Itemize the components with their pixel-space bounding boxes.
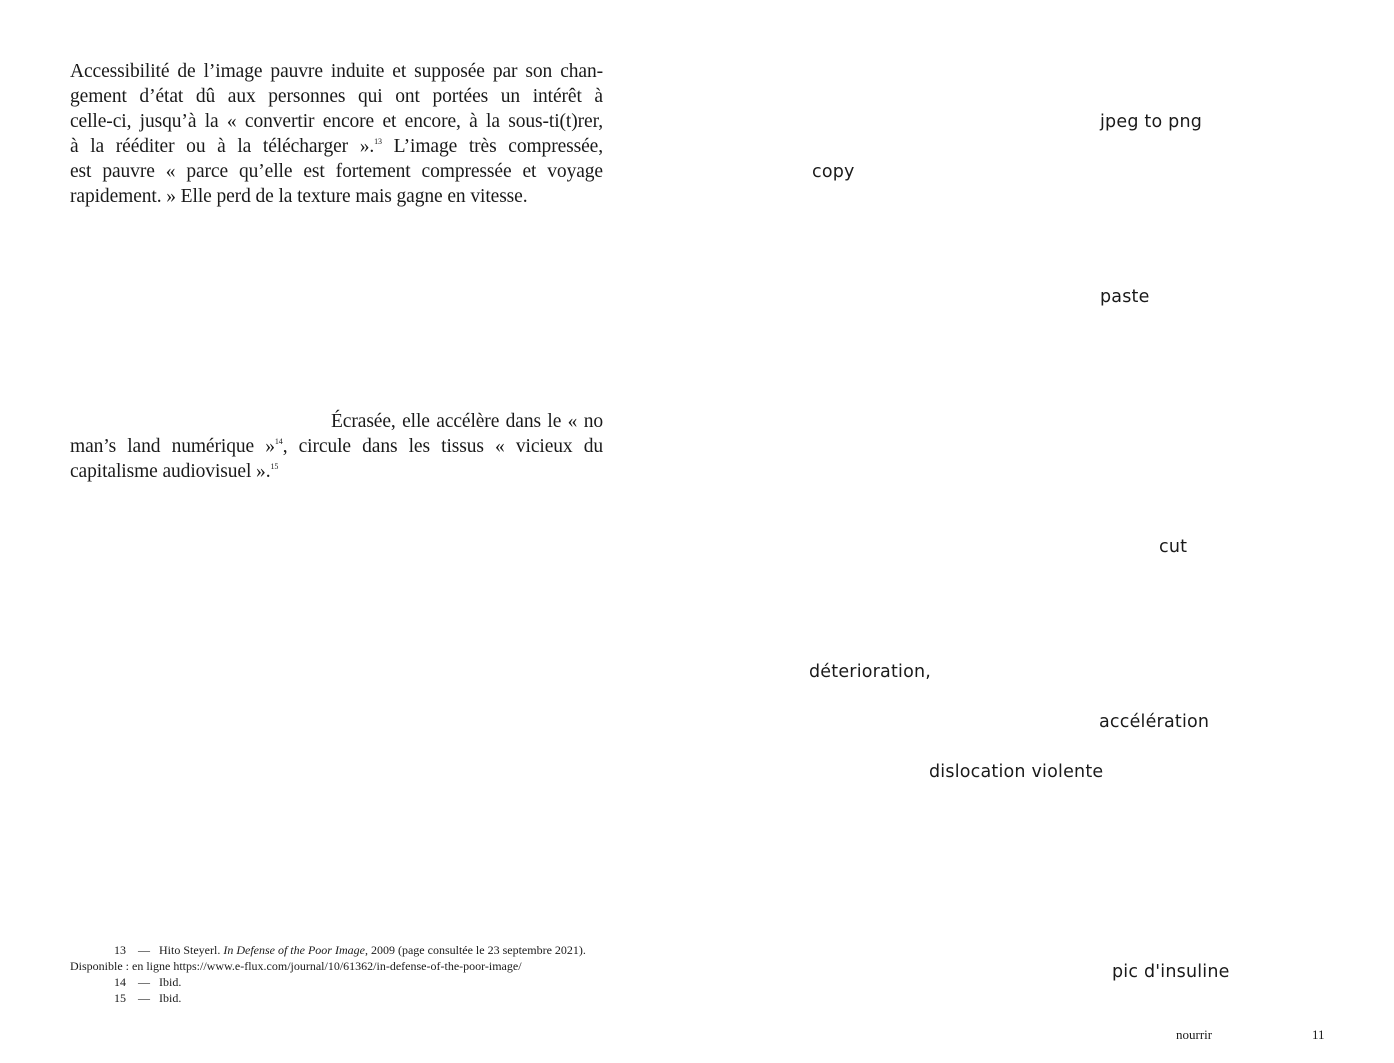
footnote-15 [70,990,610,1006]
footnote-title: In Defense of the Poor Image [223,943,365,957]
body-paragraph-2 [70,409,603,484]
paragraph-text: à la rééditer ou à la télécharger ». [70,136,375,157]
footnotes [70,942,610,1006]
word-pic-d-insuline: pic d'insuline [1112,962,1230,982]
paragraph-line: celle-ci, jusqu’à la « convertir encore et encore, à la sous-ti(t)rer, [70,111,603,132]
paragraph-line: rapidement. » Elle perd de la texture mais gagne en vitesse. [70,186,528,207]
footnote-13 [70,942,610,958]
footnote-rest: , 2009 (page consultée le 23 septembre 2021). [364,943,586,957]
word-acceleration: accélération [1099,712,1210,732]
footnote-13-availability: Disponible : en ligne https://www.e-flux.com/journal/10/61362/in-defense-of-the-poor-image/ [70,959,522,973]
word-dislocation-violente: dislocation violente [929,762,1104,782]
page-number: 11 [1312,1027,1325,1042]
footnote-text: Ibid. [159,991,182,1005]
paragraph-line [70,134,603,159]
footnote-number: 15 [114,991,126,1005]
paragraph-line: gement d’état dû aux personnes qui ont portées un intérêt à [70,86,603,107]
word-copy: copy [812,162,855,182]
footnote-number: 13 [114,943,126,957]
footnote-dash: — [138,943,150,957]
paragraph-text: capitalisme audiovisuel ». [70,461,271,482]
footnote-text: Ibid. [159,975,182,989]
paragraph-text: , circule dans les tissus « vicieux du [282,436,604,457]
word-paste: paste [1100,287,1150,307]
running-footer-section: nourrir [1176,1027,1213,1042]
footnote-number: 14 [114,975,126,989]
footnote-dash: — [138,975,150,989]
footnote-author: Hito Steyerl. [159,943,224,957]
footnote-ref-14: 14 [274,437,283,446]
paragraph-line: est pauvre « parce qu’elle est fortement compressée et voyage [70,161,603,182]
paragraph-text: L’image très compressée, [381,136,604,157]
paragraph-text: man’s land numérique » [70,436,275,457]
footnote-14 [70,974,610,990]
footnote-ref-15: 15 [270,462,279,471]
footnote-ref-13: 13 [374,137,382,146]
paragraph-line [70,434,603,459]
paragraph-line: Écrasée, elle accélère dans le « no [331,411,603,432]
word-deterioration: déterioration, [809,662,932,682]
paragraph-line: Accessibilité de l’image pauvre induite et supposée par son chan- [70,61,603,82]
paragraph-line [70,459,603,484]
word-cut: cut [1159,537,1188,557]
footnote-dash: — [138,991,150,1005]
body-paragraph-1 [70,59,603,209]
word-jpeg-to-png: jpeg to png [1100,112,1203,132]
